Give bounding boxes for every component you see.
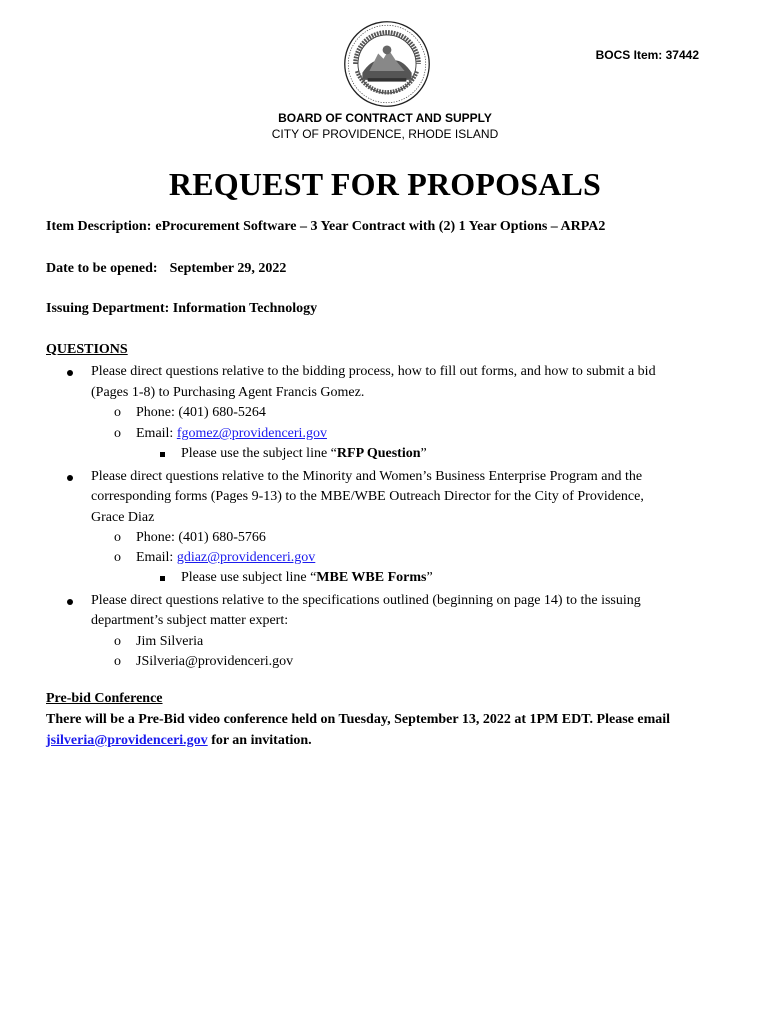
- hollow-bullet-icon: o: [114, 405, 121, 420]
- issuing-department-colon-value: : Information Technology: [164, 301, 318, 316]
- question-1-phone: Phone: (401) 680-5264: [136, 405, 266, 420]
- email-label: Email:: [136, 550, 177, 565]
- question-2-subject: Please use subject line “MBE WBE Forms”: [181, 570, 433, 585]
- question-2-phone: Phone: (401) 680-5766: [136, 530, 266, 545]
- question-1-email: [136, 426, 327, 442]
- hollow-bullet-icon: o: [114, 426, 121, 441]
- item-description: [46, 219, 605, 235]
- question-1-line-2: (Pages 1-8) to Purchasing Agent Francis Gomez.: [91, 385, 365, 400]
- rfp-question-subject: RFP Question: [336, 446, 421, 461]
- fgomez-email-link[interactable]: fgomez@providenceri.gov: [176, 426, 327, 441]
- date-opened: [46, 261, 286, 277]
- date-opened-value: September 29, 2022: [169, 261, 287, 276]
- item-description-value: eProcurement Software – 3 Year Contract with (2) 1 Year Options – ARPA2: [155, 219, 606, 234]
- bullet-icon: [67, 599, 73, 605]
- hollow-bullet-icon: o: [114, 550, 121, 565]
- city-seal-icon: [343, 20, 431, 108]
- date-opened-label: Date to be opened:: [46, 261, 158, 276]
- question-3-line-2: department’s subject matter expert:: [91, 613, 289, 628]
- question-1-line-1: Please direct questions relative to the bidding process, how to fill out forms, and how to submit a bid: [91, 364, 656, 379]
- square-bullet-icon: [160, 576, 165, 581]
- prebid-line-1: There will be a Pre-Bid video conference held on Tuesday, September 13, 2022 at 1PM EDT. Please email: [46, 712, 671, 727]
- bullet-icon: [67, 370, 73, 376]
- gdiaz-email-link[interactable]: gdiaz@providenceri.gov: [176, 550, 316, 565]
- board-name: BOARD OF CONTRACT AND SUPPLY: [278, 111, 492, 125]
- questions-heading: QUESTIONS: [46, 342, 128, 357]
- prebid-heading: Pre-bid Conference: [46, 691, 163, 706]
- hollow-bullet-icon: o: [114, 654, 121, 669]
- hollow-bullet-icon: o: [114, 530, 121, 545]
- issuing-department-label: Issuing Department: [46, 301, 165, 316]
- question-3-name: Jim Silveria: [136, 634, 204, 649]
- question-2-line-3: Grace Diaz: [91, 510, 155, 525]
- email-label: Email:: [136, 426, 177, 441]
- bullet-icon: [67, 475, 73, 481]
- square-bullet-icon: [160, 452, 165, 457]
- issuing-department: [46, 301, 317, 317]
- item-description-label: Item Description:: [46, 219, 152, 234]
- bocs-item-number: BOCS Item: 37442: [595, 48, 699, 62]
- jsilveria-email-link[interactable]: jsilveria@providenceri.gov: [46, 733, 208, 748]
- page-title: REQUEST FOR PROPOSALS: [168, 166, 602, 202]
- hollow-bullet-icon: o: [114, 634, 121, 649]
- question-2-line-2: corresponding forms (Pages 9-13) to the MBE/WBE Outreach Director for the City of Providence,: [91, 489, 644, 504]
- question-1-subject: Please use the subject line “RFP Question”: [181, 446, 427, 461]
- question-3-email: JSilveria@providenceri.gov: [136, 654, 294, 669]
- mbe-wbe-subject: MBE WBE Forms: [316, 570, 427, 585]
- question-2-email: [136, 550, 315, 566]
- city-name: CITY OF PROVIDENCE, RHODE ISLAND: [271, 127, 499, 141]
- question-3-line-1: Please direct questions relative to the specifications outlined (beginning on page 14) to the issuing: [91, 593, 641, 608]
- question-2-line-1: Please direct questions relative to the Minority and Women’s Business Enterprise Program and the: [91, 469, 643, 484]
- prebid-line-2: jsilveria@providenceri.gov for an invitation.: [46, 733, 312, 748]
